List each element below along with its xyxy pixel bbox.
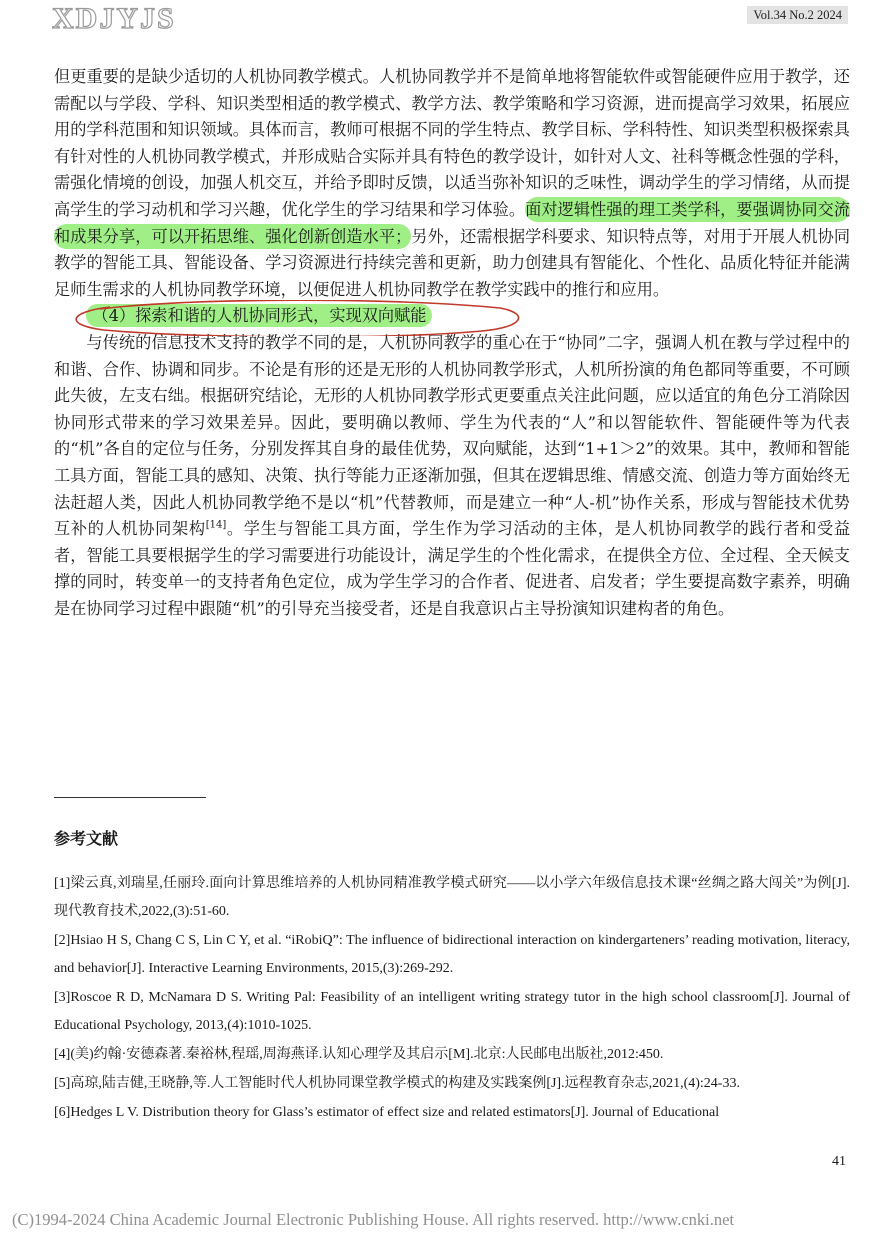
reference-item: [2]Hsiao H S, Chang C S, Lin C Y, et al. “iRobiQ”: The influence of bidirectional interaction on kindergarteners’ reading motivation, literacy, and behavior[J]. Interactive Learning Environments, 2015,(3):269-292. [54, 933, 850, 976]
page-number: 41 [832, 1154, 846, 1169]
section-divider [54, 797, 206, 798]
reference-item: [1]梁云真,刘瑞星,任丽玲.面向计算思维培养的人机协同精准教学模式研究——以小学六年级信息技术课“丝绸之路大闯关”为例[J].现代教育技术,2022,(3):51-60. [54, 876, 850, 919]
paragraph-1 [54, 64, 850, 303]
paragraph-1-text-a: 但更重要的是缺少适切的人机协同教学模式。人机协同教学并不是简单地将智能软件或智能硬件应用于教学，还需配以与学段、学科、知识类型相适的教学模式、教学方法、教学策略和学习资源，进而提高学习效果，拓展应用的学科范围和知识领域。具体而言，教师可根据不同的学生特点、教学目标、学科特性、知识类型积极探索具有针对性的人机协同教学模式，并形成贴合实际并具有特色的教学设计，如针对人文、社科等概念性强的学科，需强化情境的创设，加强人机交互，并给予即时反馈，以适当弥补知识的乏味性，调动学生的学习情绪，从而提高学生的学习动机和学习兴趣，优化学生的学习结果和学习体验。 [54, 67, 850, 219]
section-heading-line [54, 303, 850, 330]
paragraph-2-text-a: 与传统的信息技术支持的教学不同的是，人机协同教学的重心在于“协同”二字，强调人机在教与学过程中的和谐、合作、协调和同步。不论是有形的还是无形的人机协同教学形式，人机所扮演的角色都同等重要，不可顾此失彼，左支右绌。根据研究结论，无形的人机协同教学形式更要重点关注此问题，应以适宜的角色分工消除因协同形式带来的学习效果差异。因此，要明确以教师、学生为代表的“人”和以智能软件、智能硬件等为代表的“机”各自的定位与任务，分别发挥其自身的最佳优势，双向赋能，达到“1+1＞2”的效果。其中，教师和智能工具方面，智能工具的感知、决策、执行等能力正逐渐加强，但其在逻辑思维、情感交流、创造力等方面始终无法赶超人类，因此人机协同教学绝不是以“机”代替教师，而是建立一种“人-机”协作关系，形成与智能技术优势互补的人机协同架构 [54, 332, 850, 539]
article-body [54, 64, 850, 622]
citation-14[interactable]: [14] [205, 519, 227, 531]
reference-item: [5]高琼,陆吉健,王晓静,等.人工智能时代人机协同课堂教学模式的构建及实践案例[J].远程教育杂志,2021,(4):24-33. [54, 1076, 740, 1091]
paragraph-2-text-b: 。学生与智能工具方面，学生作为学习活动的主体，是人机协同教学的践行者和受益者，智能工具要根据学生的学习需要进行功能设计，满足学生的个性化需求，在提供全方位、全过程、全天候支撑的同时，转变单一的支持者角色定位，成为学生学习的合作者、促进者、启发者；学生要提高数字素养，明确是在协同学习过程中跟随“机”的引导充当接受者，还是自我意识占主导扮演知识建构者的角色。 [54, 519, 851, 618]
section-heading: （4）探索和谐的人机协同形式，实现双向赋能 [86, 304, 432, 327]
copyright-notice: (C)1994-2024 China Academic Journal Electronic Publishing House. All rights reserved. http://www.cnki.net [12, 1210, 735, 1229]
journal-logo: XDJYJS [52, 2, 176, 35]
references-list [54, 870, 850, 1128]
volume-label: Vol.34 No.2 2024 [747, 6, 848, 24]
paragraph-1-text-b: 另外，还需根据学科要求、知识特点等，对用于开展人机协同教学的智能工具、智能设备、学习资源进行持续完善和更新，助力创建具有智能化、个性化、品质化特征并能满足师生需求的人机协同教学环境，以便促进人机协同教学在教学实践中的推行和应用。 [54, 226, 851, 299]
paragraph-2 [54, 330, 850, 623]
reference-item: [4](美)约翰·安德森著.秦裕林,程瑶,周海燕译.认知心理学及其启示[M].北京:人民邮电出版社,2012:450. [54, 1047, 664, 1062]
highlighted-sentence: 面对逻辑性强的理工类学科，要强调协同交流和成果分享，可以开拓思维、强化创新创造水平； [54, 197, 850, 249]
reference-item: [3]Roscoe R D, McNamara D S. Writing Pal: Feasibility of an intelligent writing strategy tutor in the high school classroom[J]. Journal of Educational Psychology, 2013,(4):1010-1025. [54, 990, 850, 1033]
reference-item: [6]Hedges L V. Distribution theory for Glass’s estimator of effect size and related estimators[J]. Journal of Educational [54, 1105, 720, 1120]
references-title: 参考文献 [54, 829, 119, 848]
